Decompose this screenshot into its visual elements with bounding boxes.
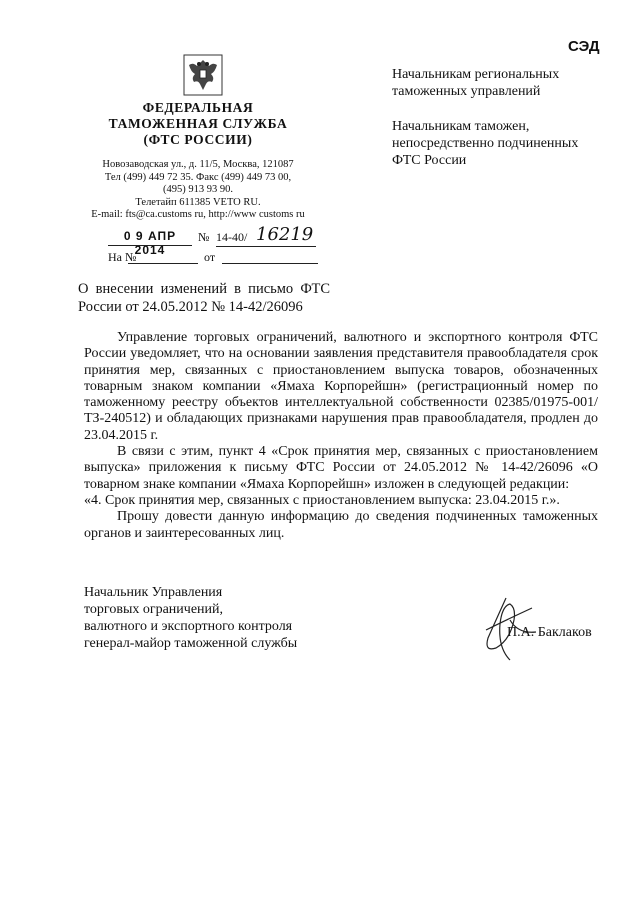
registration-number-label: № — [198, 230, 210, 244]
reply-to-label: На № — [108, 250, 137, 264]
letter-subject: О внесении изменений в письмо ФТС России от 24.05.2012 № 14-42/26096 — [78, 281, 330, 315]
contact-phone: Тел (499) 449 72 35. Факс (499) 449 73 00, — [104, 171, 292, 183]
letter-body — [84, 330, 598, 542]
signatory-title — [84, 584, 344, 652]
org-line-1: ФЕДЕРАЛЬНАЯ — [142, 100, 254, 115]
registration-number-handwritten: 16219 — [256, 224, 314, 245]
registration-number-line — [216, 246, 316, 247]
coat-of-arms-emblem — [181, 52, 225, 98]
body-paragraph-3: «4. Срок принятия мер, связанных с приостановлением выпуска: 23.04.2015 г.». — [84, 492, 560, 508]
org-line-3: (ФТС РОССИИ) — [143, 132, 253, 147]
recipient-1: Начальникам региональных таможенных управлений — [392, 67, 560, 99]
signatory-title-line-1: Начальник Управления — [84, 585, 223, 600]
reply-to-line — [128, 263, 198, 264]
contact-teletype: Телетайп 611385 VETO RU. — [135, 196, 261, 208]
registration-number-prefix: 14-40/ — [216, 230, 248, 244]
registration-date-stamp: 0 9 АПР 2014 — [123, 229, 177, 257]
body-paragraph-4: Прошу довести данную информацию до сведения подчиненных таможенных органов и заинтересованных лиц. — [84, 509, 598, 541]
organization-name — [78, 100, 318, 148]
signatory-title-line-3: валютного и экспортного контроля — [84, 619, 293, 634]
signatory-title-line-2: торговых ограничений, — [84, 602, 224, 617]
registration-date-line — [108, 245, 192, 246]
contact-phone-2: (495) 913 93 90. — [163, 184, 233, 196]
signatory-title-line-4: генерал-майор таможенной службы — [84, 636, 298, 651]
recipient-2: Начальникам таможен, непосредственно подчиненных ФТС России — [392, 119, 579, 168]
body-paragraph-1: Управление торговых ограничений, валютного и экспортного контроля ФТС России уведомляет, что на основании заявления представителя правообладателя срок принятия мер, связанных с приостановлением выпуска товаров, обозначенных товарным знаком компании «Ямаха Корпорейшн» (регистрационный номер по таможенному реестру объектов интеллектуальной собственности 02385/01975-001/ТЗ-240512) и обладающих признаками нарушения прав правообладателя, продлен до 23.04.2015 г. — [84, 330, 598, 443]
reply-from-line — [222, 263, 318, 264]
signatory-name: П.А. Баклаков — [507, 625, 592, 640]
contact-email: E-mail: fts@ca.customs ru, http://www customs ru — [91, 209, 305, 221]
recipients-block — [392, 66, 607, 187]
organization-contacts — [78, 159, 318, 222]
body-paragraph-2: В связи с этим, пункт 4 «Срок принятия мер, связанных с приостановлением выпуска» приложения к письму ФТС России от 24.05.2012 № 14-42/26096 «О товарном знаке компании «Ямаха Корпорейшн» изложен в следующей редакции: — [84, 444, 598, 492]
document-mark: СЭД — [568, 38, 600, 55]
org-line-2: ТАМОЖЕННАЯ СЛУЖБА — [108, 116, 288, 131]
contact-address: Новозаводская ул., д. 11/5, Москва, 121087 — [102, 159, 294, 170]
reply-from-label: от — [204, 250, 216, 264]
